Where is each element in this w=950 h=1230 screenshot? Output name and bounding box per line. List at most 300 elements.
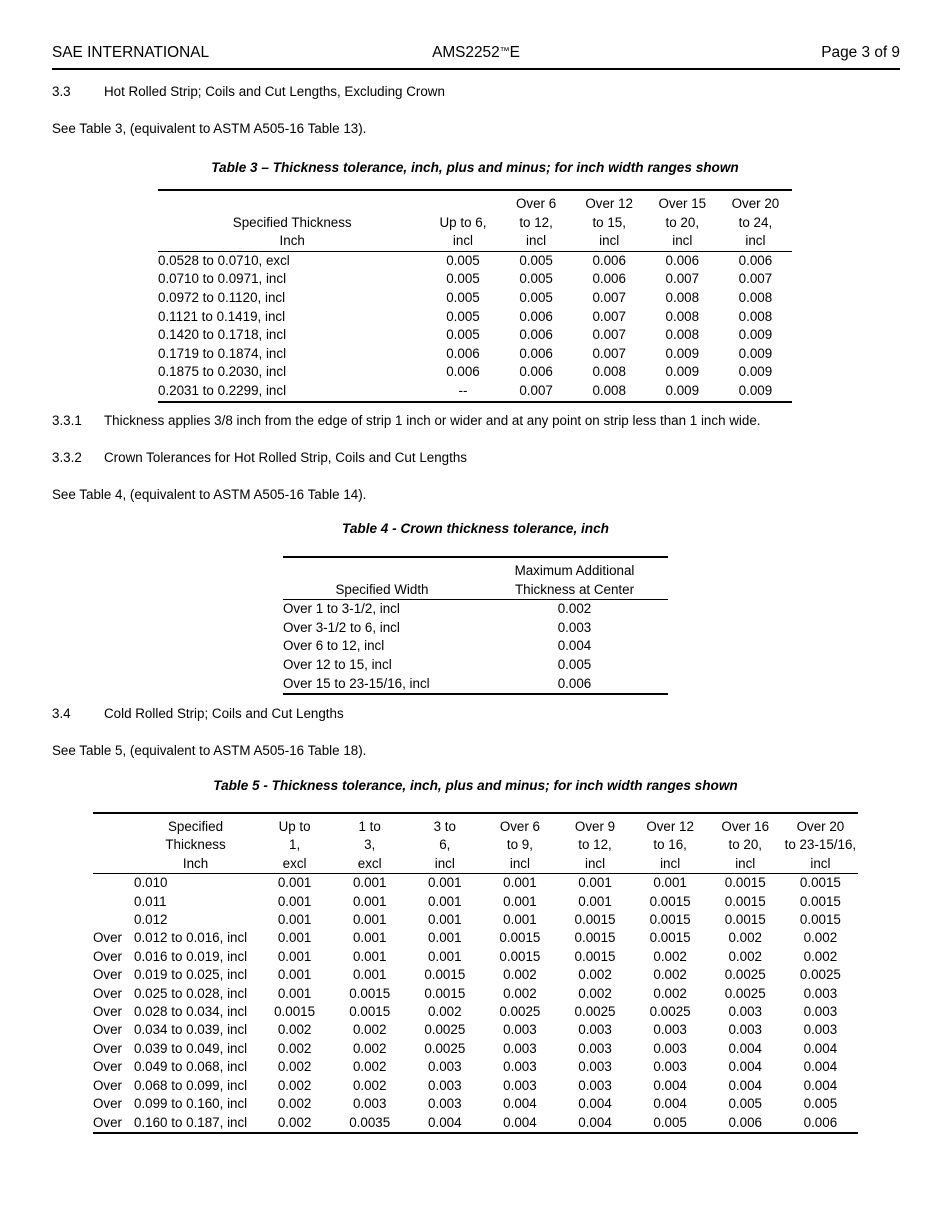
table-3-tolerance-value: 0.008	[665, 327, 700, 343]
table-5-tolerance-value: 0.0015	[649, 893, 691, 909]
table-5-tolerance-value: 0.003	[803, 985, 838, 1001]
table-5-over-prefix: Over	[93, 1004, 123, 1020]
table-3-tolerance-value: 0.008	[738, 308, 773, 324]
table-5-tolerance-value: 0.0015	[799, 912, 841, 928]
table-3-tolerance-value: 0.005	[446, 271, 480, 287]
table-5-tolerance-value: 0.003	[803, 1022, 838, 1038]
table-5-thickness-range: 0.012 to 0.016, incl	[134, 930, 248, 946]
table-5-tolerance-value: 0.004	[803, 1059, 838, 1075]
table-5-tolerance-value: 0.0015	[724, 875, 766, 891]
table-row	[283, 675, 668, 695]
table-5-header-cell: 1 to	[358, 819, 381, 834]
table-5-tolerance-value: 0.004	[653, 1077, 687, 1093]
trademark-icon: ™	[499, 46, 510, 57]
table-5-thickness-range: 0.010	[134, 875, 168, 891]
table-5-tolerance-value: 0.001	[277, 967, 312, 983]
table-row	[283, 600, 668, 619]
table-5-header-cell: incl	[434, 855, 455, 871]
table-5-tolerance-value: 0.004	[503, 1096, 537, 1112]
table-5-over-prefix	[93, 893, 134, 911]
table-3-tolerance-value: 0.005	[519, 271, 553, 287]
table-3-tolerance-value: 0.009	[738, 382, 773, 398]
table-5-header-cell: incl	[810, 855, 831, 871]
section-3-3-number: 3.3	[52, 84, 71, 99]
table-3-thickness-range: 0.2031 to 0.2299, incl	[158, 382, 287, 398]
table-3-tolerance-value: 0.006	[446, 364, 480, 380]
table-3	[158, 189, 792, 403]
table-5-tolerance-value: 0.001	[578, 875, 612, 891]
table-5-header-cell: Over 12	[646, 819, 694, 834]
table-5-tolerance-value: 0.006	[803, 1114, 838, 1130]
table-5-tolerance-value: 0.0025	[424, 1040, 466, 1056]
table-3-header-cell: Over 12	[585, 196, 634, 211]
table-3-thickness-range: 0.0972 to 0.1120, incl	[158, 289, 286, 305]
table-3-header-cell: to 12,	[519, 214, 553, 230]
table-3-tolerance-value: 0.007	[592, 289, 626, 305]
table-5-header-cell: Specified	[167, 819, 224, 834]
table-5-tolerance-value: 0.003	[653, 1040, 687, 1056]
section-3-3-1-text: Thickness applies 3/8 inch from the edge of strip 1 inch or wider and at any point on strip less than 1 inch wide.	[104, 413, 761, 428]
table-3-tolerance-value: 0.008	[665, 289, 700, 305]
table-5-tolerance-value: 0.0035	[349, 1114, 391, 1130]
table-row	[158, 382, 792, 402]
table-3-tolerance-value: 0.005	[446, 289, 480, 305]
table-5-tolerance-value: 0.006	[728, 1114, 762, 1130]
table-5-tolerance-value: 0.003	[428, 1077, 462, 1093]
table-5-tolerance-value: 0.004	[578, 1114, 612, 1130]
table-5-over-prefix: Over	[93, 1040, 123, 1056]
table-row	[283, 637, 668, 656]
table-5-over-prefix: Over	[93, 967, 123, 983]
table-5-tolerance-value: 0.004	[803, 1040, 838, 1056]
table-5-tolerance-value: 0.003	[578, 1077, 612, 1093]
table-3-tolerance-value: 0.009	[665, 382, 700, 398]
table-5-tolerance-value: 0.001	[352, 930, 387, 946]
table-4-reference-text: See Table 4, (equivalent to ASTM A505-16 Table 14).	[52, 487, 367, 502]
table-5-tolerance-value: 0.005	[728, 1096, 762, 1112]
table-5-tolerance-value: 0.0025	[499, 1004, 541, 1020]
table-3-tolerance-value: 0.009	[738, 345, 773, 361]
table-3-header-cell: incl	[745, 233, 766, 249]
table-5-tolerance-value: 0.004	[503, 1114, 537, 1130]
table-5-header-row	[93, 855, 858, 874]
table-5-tolerance-value: 0.001	[352, 893, 387, 909]
table-5-tolerance-value: 0.001	[503, 875, 537, 891]
table-4-header-row	[283, 581, 668, 600]
table-3-tolerance-value: 0.005	[446, 327, 480, 343]
table-5-tolerance-value: 0.004	[728, 1077, 762, 1093]
table-5-tolerance-value: 0.0015	[349, 1004, 391, 1020]
table-3-tolerance-value: 0.006	[519, 345, 553, 361]
table-3-header-cell: Over 15	[658, 196, 707, 211]
table-row	[93, 929, 858, 947]
table-5-over-prefix: Over	[93, 948, 123, 964]
table-5-tolerance-value: 0.0015	[574, 912, 616, 928]
table-5-thickness-range: 0.011	[134, 893, 167, 909]
table-4-tolerance-value: 0.005	[557, 656, 592, 672]
table-3-header-cell	[158, 195, 426, 214]
table-3-tolerance-value: 0.007	[665, 271, 700, 287]
table-5-header-cell: 6,	[439, 837, 451, 853]
table-row	[93, 1021, 858, 1039]
table-5-header-cell: to 20,	[728, 837, 762, 853]
table-4	[283, 556, 668, 695]
table-5-header-row	[93, 818, 858, 836]
table-5-tolerance-value: 0.004	[728, 1040, 762, 1056]
table-3-tolerance-value: 0.008	[592, 382, 626, 398]
table-5-tolerance-value: 0.002	[803, 948, 838, 964]
table-3-tolerance-value: 0.006	[519, 327, 553, 343]
table-5-tolerance-value: 0.002	[352, 1059, 387, 1075]
table-5-tolerance-value: 0.001	[277, 948, 312, 964]
table-5-thickness-range: 0.019 to 0.025, incl	[134, 967, 248, 983]
table-3-header-row	[158, 232, 792, 251]
table-5-header-cell: incl	[584, 855, 606, 871]
table-5-reference-text: See Table 5, (equivalent to ASTM A505-16 Table 18).	[52, 743, 367, 758]
table-5-tolerance-value: 0.003	[503, 1077, 537, 1093]
table-5-tolerance-value: 0.002	[428, 1004, 462, 1020]
table-3-thickness-range: 0.0528 to 0.0710, excl	[158, 252, 290, 268]
table-4-tolerance-value: 0.003	[557, 619, 592, 635]
table-5-over-prefix: Over	[93, 1059, 123, 1075]
table-4-width-range: Over 15 to 23-15/16, incl	[283, 675, 430, 691]
table-5-over-prefix	[93, 911, 134, 929]
header-doc-id: AMS2252	[432, 44, 500, 61]
table-row	[93, 911, 858, 929]
section-3-3-1-number: 3.3.1	[52, 413, 82, 428]
table-5-header-cell: 3,	[364, 837, 376, 853]
table-5-tolerance-value: 0.002	[503, 967, 537, 983]
table-5-header	[93, 813, 858, 874]
table-5-tolerance-value: 0.0025	[724, 985, 766, 1001]
table-3-reference-text: See Table 3, (equivalent to ASTM A505-16 Table 13).	[52, 121, 367, 136]
table-5-tolerance-value: 0.001	[578, 893, 612, 909]
table-5-tolerance-value: 0.004	[803, 1077, 838, 1093]
table-5-tolerance-value: 0.0015	[424, 967, 466, 983]
table-5-header-cell: to 23-15/16,	[784, 837, 857, 853]
table-3-header-cell	[426, 195, 499, 214]
table-3-tolerance-value: 0.007	[592, 308, 626, 324]
section-3-3-heading	[52, 84, 445, 99]
table-5-tolerance-value: 0.002	[728, 930, 762, 946]
table-5-thickness-range: 0.049 to 0.068, incl	[134, 1059, 248, 1075]
table-row	[158, 251, 792, 270]
table-3-tolerance-value: 0.009	[738, 364, 773, 380]
table-3-tolerance-value: 0.007	[738, 271, 773, 287]
table-row	[93, 985, 858, 1003]
table-5-tolerance-value: 0.003	[728, 1004, 762, 1020]
table-4-header-cell	[283, 562, 481, 581]
table-3-tolerance-value: 0.005	[519, 289, 553, 305]
table-3-tolerance-value: 0.009	[665, 364, 700, 380]
table-5-thickness-range: 0.068 to 0.099, incl	[134, 1077, 248, 1093]
table-3-header-cell: Specified Thickness	[232, 214, 352, 230]
table-5-tolerance-value: 0.001	[277, 893, 312, 909]
header-document-number	[52, 44, 900, 62]
table-3-header-cell: to 20,	[665, 214, 700, 230]
table-5-tolerance-value: 0.003	[578, 1040, 612, 1056]
table-5-tolerance-value: 0.003	[653, 1022, 687, 1038]
table-5-thickness-range: 0.025 to 0.028, incl	[134, 985, 248, 1001]
table-row	[93, 966, 858, 984]
table-5-tolerance-value: 0.003	[503, 1022, 537, 1038]
table-3-tolerance-value: 0.009	[738, 327, 773, 343]
table-5-tolerance-value: 0.002	[277, 1059, 312, 1075]
table-row	[158, 289, 792, 308]
table-5-tolerance-value: 0.004	[578, 1096, 612, 1112]
table-3-tolerance-value: 0.006	[738, 252, 773, 268]
table-5-tolerance-value: 0.0015	[574, 930, 616, 946]
table-5-tolerance-value: 0.001	[503, 893, 537, 909]
table-3-header-cell: to 24,	[738, 214, 773, 230]
table-5-tolerance-value: 0.0015	[499, 948, 541, 964]
table-row	[93, 1040, 858, 1058]
table-5-tolerance-value: 0.001	[352, 948, 387, 964]
table-3-tolerance-value: 0.006	[592, 252, 626, 268]
table-5-tolerance-value: 0.0015	[424, 985, 466, 1001]
table-5-header-cell: incl	[509, 855, 530, 871]
table-4-width-range: Over 1 to 3-1/2, incl	[283, 601, 400, 617]
table-5-tolerance-value: 0.002	[653, 967, 687, 983]
table-3-tolerance-value: 0.007	[592, 345, 626, 361]
table-5-thickness-range: 0.039 to 0.049, incl	[134, 1040, 248, 1056]
table-row	[93, 874, 858, 893]
table-row	[158, 345, 792, 364]
table-row	[93, 1114, 858, 1133]
table-row	[283, 656, 668, 675]
table-5-thickness-range: 0.012	[134, 912, 168, 928]
table-5-tolerance-value: 0.005	[653, 1114, 687, 1130]
table-4-width-range: Over 12 to 15, incl	[283, 656, 392, 672]
table-5	[93, 812, 858, 1134]
table-5-header-cell	[93, 855, 134, 874]
table-4-header-cell: Maximum Additional	[514, 563, 635, 578]
table-4-width-range: Over 6 to 12, incl	[283, 638, 385, 654]
table-4-header-row	[283, 562, 668, 581]
table-5-tolerance-value: 0.0015	[799, 875, 841, 891]
table-5-header-cell: 1,	[289, 837, 301, 853]
table-5-tolerance-value: 0.0025	[724, 967, 766, 983]
table-3-header-cell: Up to 6,	[439, 214, 487, 230]
section-3-3-1-paragraph	[52, 413, 761, 428]
table-5-tolerance-value: 0.001	[352, 967, 387, 983]
table-row	[93, 1058, 858, 1076]
table-5-thickness-range: 0.016 to 0.019, incl	[134, 948, 248, 964]
table-5-tolerance-value: 0.004	[728, 1059, 762, 1075]
table-5-tolerance-value: 0.003	[428, 1059, 462, 1075]
table-row	[93, 1003, 858, 1021]
table-5-over-prefix	[93, 874, 134, 893]
table-3-tolerance-value: 0.006	[665, 252, 700, 268]
table-5-reference	[52, 743, 366, 758]
table-4-tolerance-value: 0.006	[557, 675, 592, 691]
table-5-header-row	[93, 836, 858, 854]
table-3-tolerance-value: 0.005	[519, 252, 553, 268]
section-3-3-2-title: Crown Tolerances for Hot Rolled Strip, Coils and Cut Lengths	[104, 450, 467, 465]
table-row	[93, 1077, 858, 1095]
table-3-header	[158, 190, 792, 251]
table-3-tolerance-value: --	[458, 382, 468, 398]
table-5-tolerance-value: 0.002	[277, 1114, 312, 1130]
table-3-caption: Table 3 – Thickness tolerance, inch, plus and minus; for inch width ranges shown	[211, 160, 739, 175]
table-3-body	[158, 251, 792, 401]
table-5-tolerance-value: 0.003	[428, 1096, 462, 1112]
table-3-tolerance-value: 0.005	[446, 252, 480, 268]
table-3-tolerance-value: 0.006	[519, 364, 553, 380]
table-row	[93, 1095, 858, 1113]
table-5-header-cell	[93, 818, 134, 836]
table-5-tolerance-value: 0.003	[578, 1022, 612, 1038]
table-5-tolerance-value: 0.002	[277, 1077, 312, 1093]
table-3-tolerance-value: 0.006	[519, 308, 553, 324]
table-5-thickness-range: 0.028 to 0.034, incl	[134, 1004, 248, 1020]
table-5-over-prefix: Over	[93, 985, 123, 1001]
table-5-tolerance-value: 0.002	[277, 1040, 312, 1056]
table-5-tolerance-value: 0.001	[277, 985, 312, 1001]
table-5-header-cell: excl	[282, 855, 307, 871]
table-4-tolerance-value: 0.004	[557, 638, 592, 654]
table-5-header-cell: 3 to	[433, 819, 456, 834]
table-5-tolerance-value: 0.004	[653, 1096, 687, 1112]
table-5-header-cell: Over 16	[721, 819, 770, 834]
table-4-caption: Table 4 - Crown thickness tolerance, inch	[342, 521, 609, 536]
table-3-tolerance-value: 0.006	[446, 345, 480, 361]
table-3-header-row	[158, 195, 792, 214]
table-5-tolerance-value: 0.002	[503, 985, 537, 1001]
table-5-tolerance-value: 0.003	[653, 1059, 687, 1075]
table-5-tolerance-value: 0.0015	[724, 893, 766, 909]
table-5-tolerance-value: 0.001	[277, 875, 312, 891]
table-5-tolerance-value: 0.002	[277, 1096, 312, 1112]
table-4-header	[283, 557, 668, 600]
table-5-tolerance-value: 0.0015	[649, 930, 691, 946]
table-5-header-cell: incl	[735, 855, 756, 871]
table-5-tolerance-value: 0.0015	[574, 948, 616, 964]
table-5-header-cell: Inch	[182, 855, 209, 871]
table-5-tolerance-value: 0.002	[653, 985, 687, 1001]
table-row	[283, 619, 668, 638]
table-3-header-cell: Over 6	[515, 196, 557, 211]
table-row	[158, 270, 792, 289]
table-5-thickness-range: 0.034 to 0.039, incl	[134, 1022, 248, 1038]
table-3-header-cell: Inch	[279, 233, 305, 249]
table-3-tolerance-value: 0.008	[592, 364, 626, 380]
table-4-header-cell: Specified Width	[335, 581, 429, 597]
table-5-caption: Table 5 - Thickness tolerance, inch, plus and minus; for inch width ranges shown	[213, 778, 738, 793]
table-5-header-cell: Over 9	[574, 819, 616, 834]
header-organization: SAE INTERNATIONAL	[52, 44, 210, 61]
table-5-tolerance-value: 0.002	[352, 1077, 387, 1093]
table-3-tolerance-value: 0.007	[519, 382, 553, 398]
table-5-tolerance-value: 0.003	[803, 1004, 838, 1020]
table-5-over-prefix: Over	[93, 1022, 123, 1038]
table-3-tolerance-value: 0.008	[665, 308, 700, 324]
table-3-header-cell: incl	[526, 233, 547, 249]
table-3-tolerance-value: 0.008	[738, 289, 773, 305]
table-3-tolerance-value: 0.006	[592, 271, 626, 287]
table-5-tolerance-value: 0.001	[428, 875, 462, 891]
table-5-tolerance-value: 0.002	[653, 948, 687, 964]
table-5-tolerance-value: 0.004	[428, 1114, 462, 1130]
table-5-tolerance-value: 0.0025	[649, 1004, 691, 1020]
table-5-tolerance-value: 0.002	[352, 1022, 387, 1038]
table-row	[93, 948, 858, 966]
table-5-thickness-range: 0.160 to 0.187, incl	[134, 1114, 248, 1130]
table-5-tolerance-value: 0.002	[578, 985, 612, 1001]
table-3-tolerance-value: 0.009	[665, 345, 700, 361]
table-5-header-cell: Over 6	[499, 819, 540, 834]
table-5-tolerance-value: 0.0015	[349, 985, 391, 1001]
table-4-header-cell: Thickness at Center	[514, 581, 635, 597]
table-5-tolerance-value: 0.003	[728, 1022, 762, 1038]
table-5-tolerance-value: 0.0025	[424, 1022, 466, 1038]
table-5-tolerance-value: 0.002	[728, 948, 762, 964]
header-doc-revision: E	[509, 44, 520, 61]
table-5-tolerance-value: 0.002	[352, 1040, 387, 1056]
table-4-body	[283, 600, 668, 694]
section-3-3-2-number: 3.3.2	[52, 450, 82, 465]
table-5-tolerance-value: 0.001	[277, 912, 312, 928]
table-3-header-cell: incl	[452, 233, 474, 249]
table-4-tolerance-value: 0.002	[557, 601, 592, 617]
table-5-header-cell: Thickness	[165, 837, 226, 853]
table-5-header-cell: Up to	[278, 819, 311, 834]
section-3-4-heading	[52, 706, 344, 721]
table-5-tolerance-value: 0.003	[352, 1096, 387, 1112]
table-5-tolerance-value: 0.0015	[724, 912, 766, 928]
table-5-over-prefix: Over	[93, 1114, 123, 1130]
table-row	[158, 308, 792, 327]
table-4-reference	[52, 487, 366, 502]
table-3-header-cell: incl	[672, 233, 693, 249]
table-5-over-prefix: Over	[93, 930, 123, 946]
table-5-tolerance-value: 0.005	[803, 1096, 838, 1112]
table-3-header-cell: incl	[599, 233, 620, 249]
section-3-4-title: Cold Rolled Strip; Coils and Cut Lengths	[104, 706, 344, 721]
table-3-tolerance-value: 0.005	[446, 308, 480, 324]
table-5-over-prefix: Over	[93, 1077, 123, 1093]
table-5-tolerance-value: 0.0025	[574, 1004, 616, 1020]
section-3-4-number: 3.4	[52, 706, 71, 721]
table-row	[158, 363, 792, 382]
table-5-header-cell: to 9,	[506, 837, 533, 853]
table-5-tolerance-value: 0.0025	[799, 967, 841, 983]
table-5-tolerance-value: 0.001	[503, 912, 537, 928]
table-3-thickness-range: 0.0710 to 0.0971, incl	[158, 271, 287, 287]
table-5-tolerance-value: 0.001	[352, 875, 387, 891]
header-page-number: Page 3 of 9	[821, 44, 900, 61]
table-5-tolerance-value: 0.001	[352, 912, 387, 928]
table-5-tolerance-value: 0.003	[578, 1059, 612, 1075]
table-5-tolerance-value: 0.001	[653, 875, 687, 891]
table-row	[93, 893, 858, 911]
table-5-over-prefix: Over	[93, 1096, 123, 1112]
table-5-tolerance-value: 0.002	[277, 1022, 312, 1038]
table-5-tolerance-value: 0.0015	[799, 893, 841, 909]
document-header	[52, 44, 900, 70]
table-3-thickness-range: 0.1719 to 0.1874, incl	[158, 345, 287, 361]
table-3-thickness-range: 0.1875 to 0.2030, incl	[158, 364, 287, 380]
section-3-3-2-heading	[52, 450, 467, 465]
table-5-tolerance-value: 0.001	[428, 948, 462, 964]
table-5-body	[93, 874, 858, 1133]
section-3-3-title: Hot Rolled Strip; Coils and Cut Lengths, Excluding Crown	[104, 84, 445, 99]
table-3-thickness-range: 0.1420 to 0.1718, incl	[158, 327, 287, 343]
table-5-tolerance-value: 0.001	[428, 893, 462, 909]
table-row	[158, 326, 792, 345]
table-5-header-cell: excl	[357, 855, 382, 871]
table-5-tolerance-value: 0.001	[428, 912, 462, 928]
